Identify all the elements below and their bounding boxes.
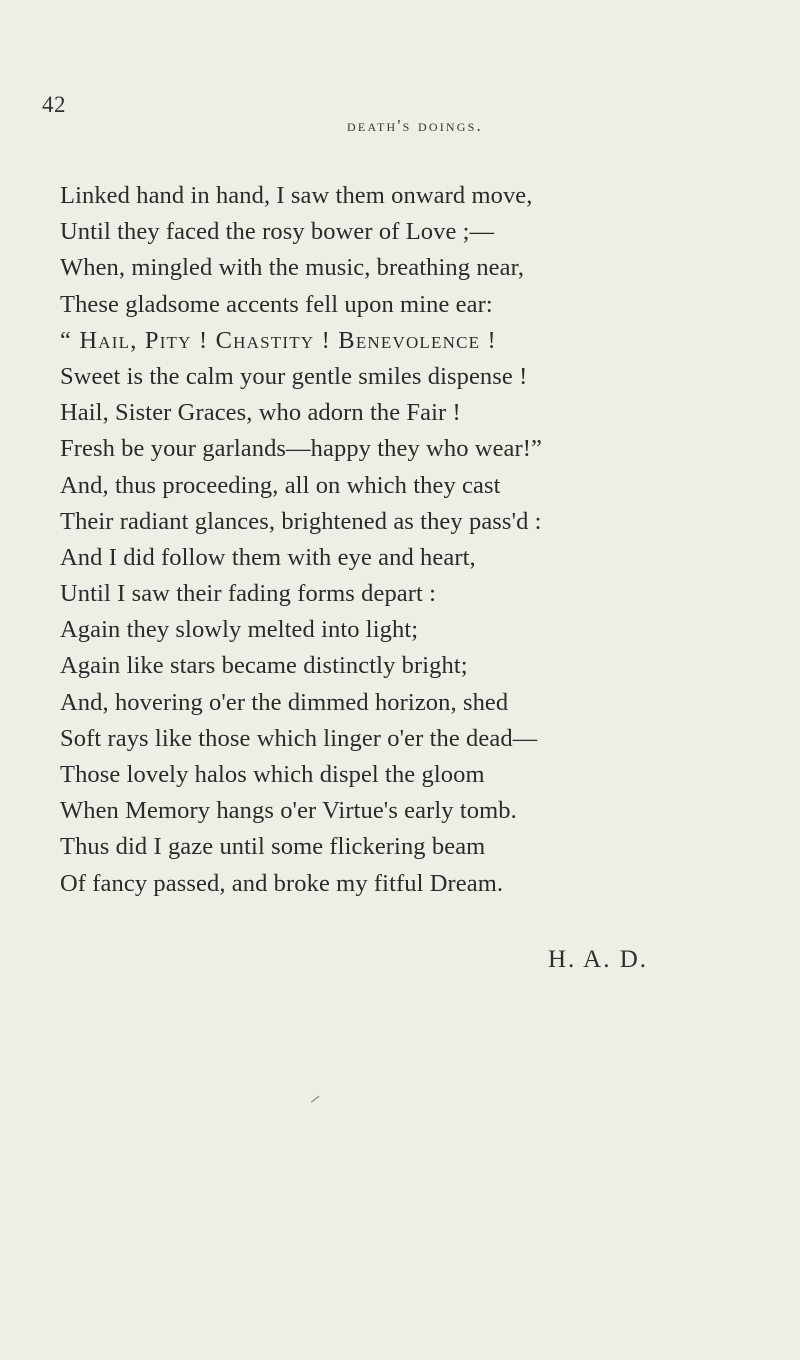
poem-line: Linked hand in hand, I saw them onward move, — [60, 182, 533, 209]
poem-line: Their radiant glances, brightened as they pass'd : — [60, 507, 542, 535]
poem-line: Thus did I gaze until some flickering beam — [60, 833, 486, 861]
poem-line: Again like stars became distinctly bright; — [60, 652, 468, 680]
poem-line: Of fancy passed, and broke my fitful Dream. — [60, 869, 504, 897]
poem-line: When, mingled with the music, breathing near, — [60, 254, 525, 282]
poem-line: Until I saw their fading forms depart : — [60, 580, 437, 608]
page-number: 42 — [42, 92, 66, 117]
poem-body — [60, 178, 780, 902]
poem-line: And, thus proceeding, all on which they cast — [60, 471, 501, 499]
page-blemish — [311, 1096, 323, 1108]
poem-line: Again they slowly melted into light; — [60, 616, 419, 644]
poem-line: And I did follow them with eye and heart, — [60, 543, 476, 571]
running-head: death's doings. — [347, 116, 483, 135]
poem-line: And, hovering o'er the dimmed horizon, shed — [60, 688, 509, 716]
poem-line: Those lovely halos which dispel the gloom — [60, 761, 485, 788]
poem-line: When Memory hangs o'er Virtue's early tomb. — [60, 797, 517, 825]
poem-line: Sweet is the calm your gentle smiles dispense ! — [60, 362, 528, 390]
poem-line: Hail, Sister Graces, who adorn the Fair ! — [60, 399, 461, 427]
poem-line: Soft rays like those which linger o'er the dead— — [60, 724, 538, 752]
poem-line: Until they faced the rosy bower of Love ;— — [60, 218, 495, 246]
poem-line: “ Hail, Pity ! Chastity ! Benevolence ! — [60, 326, 497, 354]
poem-line: These gladsome accents fell upon mine ear: — [60, 290, 493, 318]
poem-line: Fresh be your garlands—happy they who wear!” — [60, 435, 543, 463]
author-signature: H. A. D. — [548, 946, 649, 973]
